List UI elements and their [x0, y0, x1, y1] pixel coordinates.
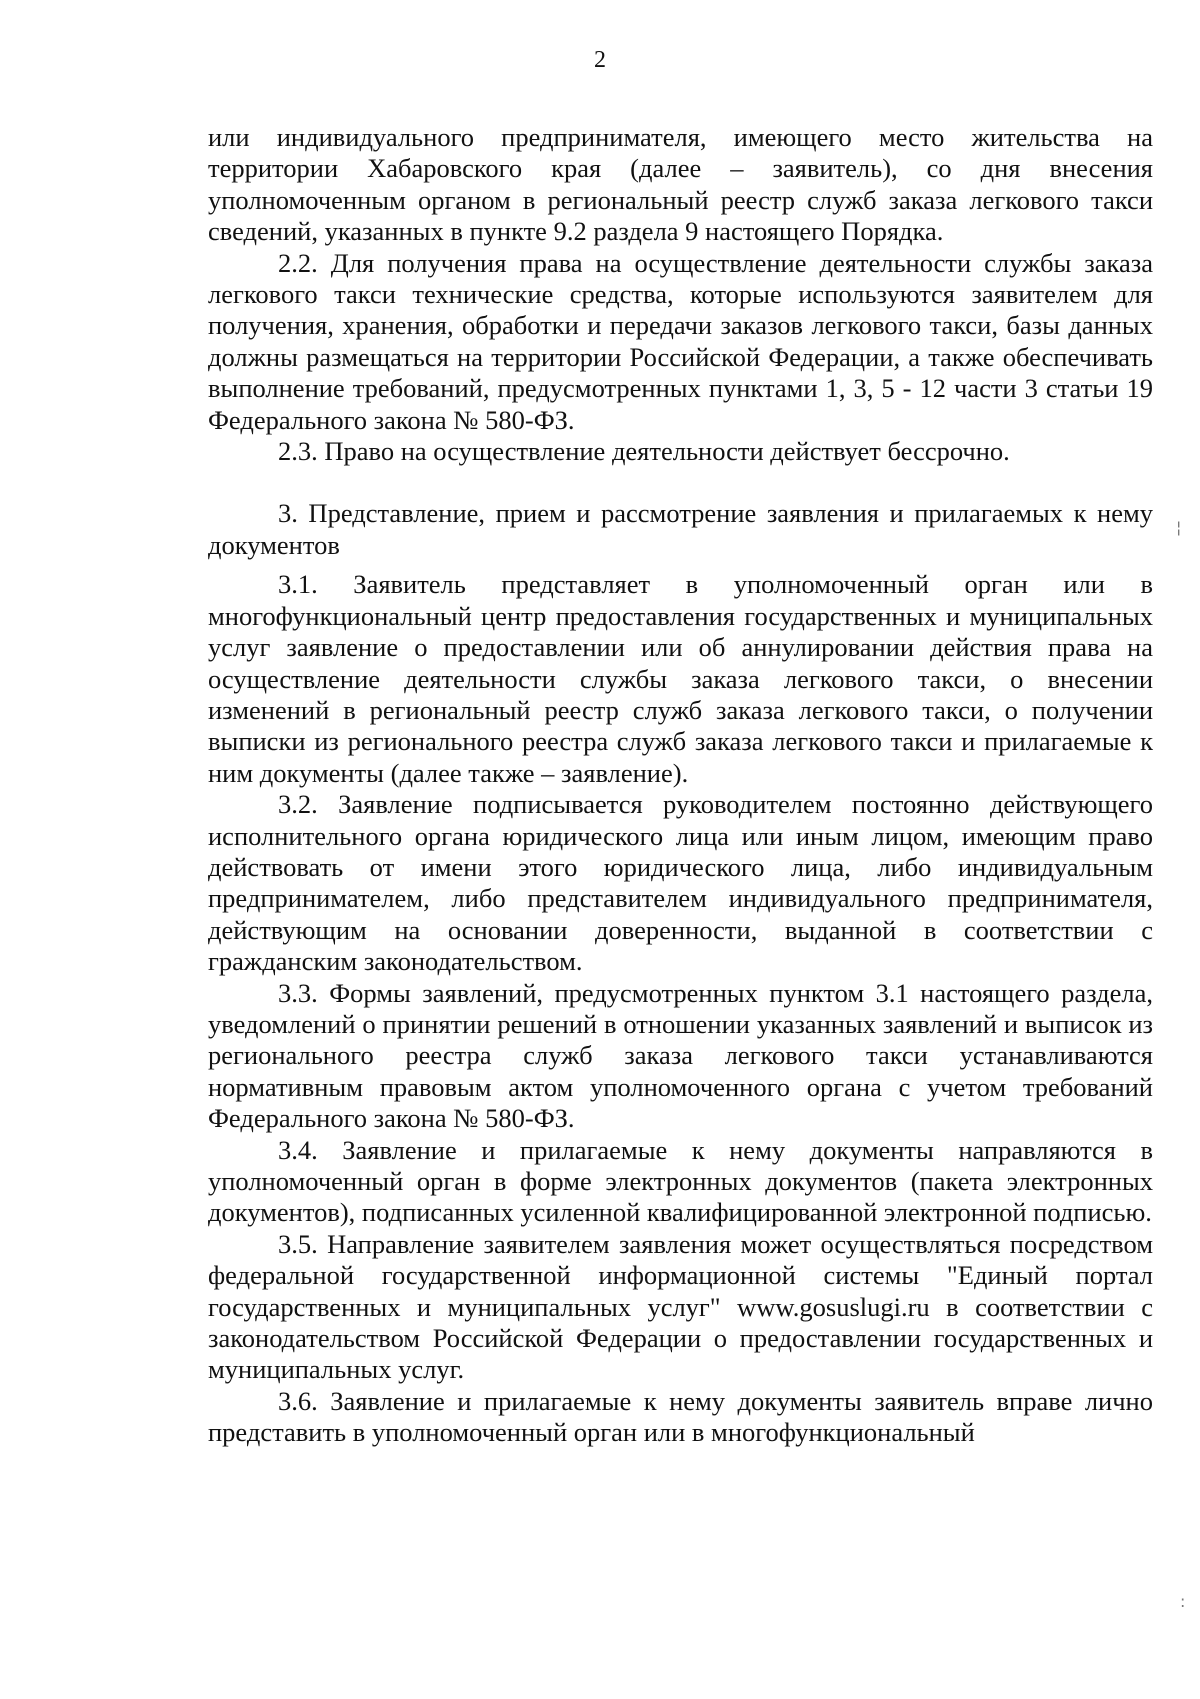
paragraph-3-5: 3.5. Направление заявителем заявления может осуществляться посредством федеральной государственной информационной системы "Единый портал государственных и муниципальных услуг" www.gosuslugi.ru в соответствии с законодательством Российской Федерации о предоставлении государственных и муниципальных услуг. [208, 1228, 1153, 1385]
scan-artifact-mark: : [1180, 1592, 1186, 1611]
paragraph-3-2: 3.2. Заявление подписывается руководителем постоянно действующего исполнительного органа юридического лица или иным лицом, имеющим право действовать от имени этого юридического лица, либо индивидуальным предпринимателем, либо представителем индивидуального предпринимателя, действующим на основании доверенности, выданной в соответствии с гражданским законодательством. [208, 789, 1153, 977]
page-number: 2 [594, 47, 606, 73]
paragraph-2-2: 2.2. Для получения права на осуществление деятельности службы заказа легкового такси технические средства, которые используются заявителем для получения, хранения, обработки и передачи заказов легкового такси, базы данных должны размещаться на территории Российской Федерации, а также обеспечивать выполнение требований, предусмотренных пунктами 1, 3, 5 - 12 части 3 статьи 19 Федерального закона № 580-ФЗ. [208, 247, 1153, 435]
paragraph-3-6: 3.6. Заявление и прилагаемые к нему документы заявитель вправе лично представить в уполномоченный орган или в многофункциональный [208, 1385, 1153, 1448]
paragraph-3-1: 3.1. Заявитель представляет в уполномоченный орган или в многофункциональный центр предоставления государственных и муниципальных услуг заявление о предоставлении или об аннулировании действия права на осуществление деятельности службы заказа легкового такси, о внесении изменений в региональный реестр служб заказа легкового такси, о получении выписки из регионального реестра служб заказа легкового такси и прилагаемые к ним документы (далее также – заявление). [208, 569, 1153, 788]
heading-spacer [208, 561, 1153, 569]
document-body [208, 122, 1153, 1449]
scan-artifact-mark: ¦ [1176, 518, 1182, 537]
paragraph-3-4: 3.4. Заявление и прилагаемые к нему документы направляются в уполномоченный орган в форме электронных документов (пакета электронных документов), подписанных усиленной квалифицированной электронной подписью. [208, 1134, 1153, 1228]
paragraph-3-3: 3.3. Формы заявлений, предусмотренных пунктом 3.1 настоящего раздела, уведомлений о принятии решений в отношении указанных заявлений и выписок из регионального реестра служб заказа легкового такси устанавливаются нормативным правовым актом уполномоченного органа с учетом требований Федерального закона № 580-ФЗ. [208, 977, 1153, 1134]
section-3-heading: 3. Представление, прием и рассмотрение заявления и прилагаемых к нему документов [208, 498, 1153, 560]
paragraph-continuation: или индивидуального предпринимателя, имеющего место жительства на территории Хабаровского края (далее – заявитель), со дня внесения уполномоченным органом в региональный реестр служб заказа легкового такси сведений, указанных в пункте 9.2 раздела 9 настоящего Порядка. [208, 122, 1153, 247]
paragraph-2-3: 2.3. Право на осуществление деятельности действует бессрочно. [278, 436, 1010, 467]
